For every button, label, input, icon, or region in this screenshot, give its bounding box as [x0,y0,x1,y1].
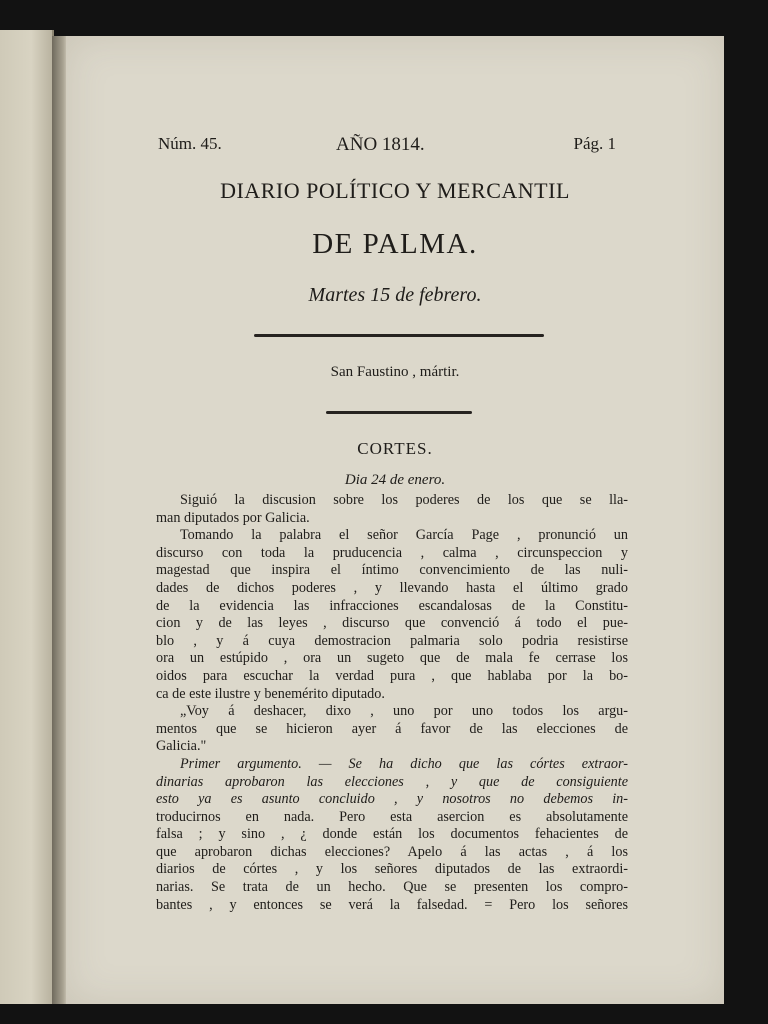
newspaper-page [66,36,724,1004]
body-line: diarios de córtes , y los señores diputados de las extraordi- [156,861,628,878]
body-line: falsa ; y sino , ¿ donde están los documentos fehacientes de [156,826,628,843]
issue-date: Martes 15 de febrero. [308,284,482,306]
masthead-title: DIARIO POLÍTICO Y MERCANTIL [220,178,570,203]
body-line: dinarias aprobaron las elecciones , y que de consiguiente [156,773,628,790]
body-line: man diputados por Galicia. [156,509,310,526]
body-line: Tomando la palabra el señor García Page , pronunció un [180,527,628,544]
facing-page-edge [0,30,54,1004]
body-line: ora un estúpido , ora un sugeto que de mala fe cerrase los [156,650,628,667]
body-line: Siguió la discusion sobre los poderes de los que se lla- [180,492,628,508]
divider-rule-short [326,411,472,414]
divider-rule [254,334,544,337]
body-line: Primer argumento. — Se ha dicho que las córtes extraor- [180,755,628,772]
issue-year: AÑO 1814. [336,134,425,155]
body-line: magestad que inspira el íntimo convencimiento de las nuli- [156,562,628,579]
body-line: blo , y á cuya demostracion palmaria solo podria resistirse [156,632,628,649]
body-line: bantes , y entonces se verá la falsedad. = Pero los señores [156,896,628,913]
body-line: esto ya es asunto concluido , y nosotros no debemos in- [156,791,628,808]
body-line: que aprobaron dichas elecciones? Apelo á las actas , á los [156,843,628,860]
masthead-subtitle: DE PALMA. [312,228,478,260]
page-number: Pág. 1 [573,134,616,153]
section-heading: CORTES. [357,439,433,458]
body-line: troducirnos en nada. Pero esta asercion es absolutamente [156,808,628,825]
body-line: dades de dichos poderes , y llevando hasta el último grado [156,579,628,596]
article-dateline: Dia 24 de enero. [344,472,446,488]
body-line: Galicia." [156,738,207,755]
body-line: ca de este ilustre y benemérito diputado. [156,685,385,702]
body-line: de la evidencia las infracciones escandalosas de la Constitu- [156,597,628,614]
issue-number: Núm. 45. [158,134,222,153]
body-line: discurso con toda la pruducencia , calma , circunspeccion y [156,544,628,561]
body-line: narias. Se trata de un hecho. Que se presenten los compro- [156,879,628,896]
body-line: cion y de las leyes , discurso que convenció á todo el pue- [156,615,628,632]
body-line: „Voy á deshacer, dixo , uno por uno todos los argu- [180,703,628,720]
saint-of-day: San Faustino , mártir. [330,364,460,380]
body-line: mentos que se hicieron ayer á favor de las elecciones de [156,720,628,737]
body-line: oidos para escuchar la verdad pura , que hablaba por la bo- [156,667,628,684]
article-body [156,492,628,914]
